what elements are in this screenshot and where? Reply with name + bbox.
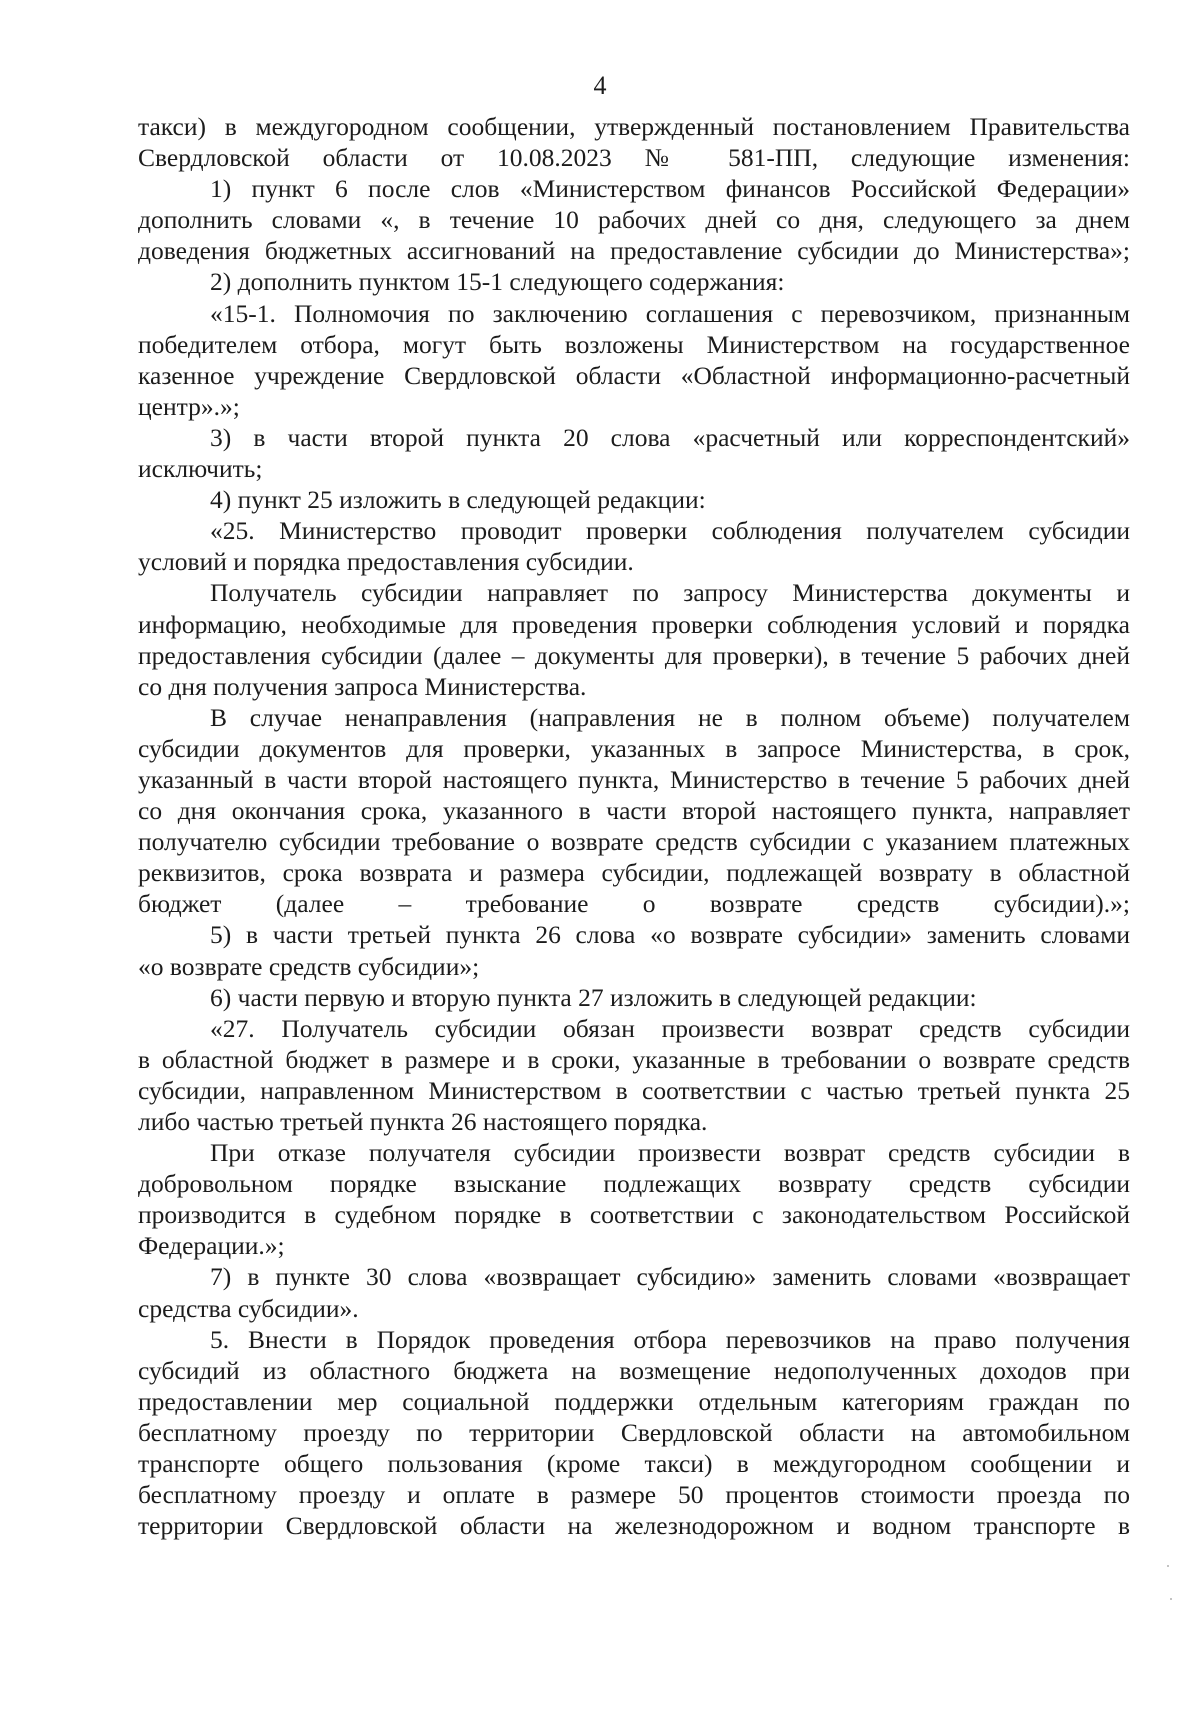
text-line: исключить; <box>138 454 263 484</box>
text-line: информацию, необходимые для проведения проверки соблюдения условий и порядка <box>138 609 1130 639</box>
text-line: транспорте общего пользования (кроме такси) в междугородном сообщении и <box>138 1449 1130 1479</box>
text-line: указанный в части второй настоящего пункта, Министерство в течение 5 рабочих дней <box>138 764 1130 794</box>
text-line: субсидии, направленном Министерством в соответствии с частью третьей пункта 25 <box>138 1075 1130 1105</box>
text-line: 2) дополнить пунктом 15-1 следующего содержания: <box>210 267 785 297</box>
text-line: «27. Получатель субсидии обязан произвести возврат средств субсидии <box>210 1013 1130 1043</box>
text-line: дополнить словами «, в течение 10 рабочих дней со дня, следующего за днем <box>138 205 1130 235</box>
text-line: бюджет (далее – требование о возврате средств субсидии).»; <box>138 889 1130 919</box>
page-number: 4 <box>593 71 607 100</box>
text-line: 6) части первую и вторую пункта 27 изложить в следующей редакции: <box>210 982 977 1012</box>
text-line: 5) в части третьей пункта 26 слова «о возврате субсидии» заменить словами <box>210 920 1130 950</box>
text-line: со дня получения запроса Министерства. <box>138 671 587 701</box>
text-line: бесплатному проезду и оплате в размере 50 процентов стоимости проезда по <box>138 1480 1130 1510</box>
text-line: субсидий из областного бюджета на возмещение недополученных доходов при <box>138 1355 1130 1385</box>
document-body <box>138 111 1130 1541</box>
text-line: 5. Внести в Порядок проведения отбора перевозчиков на право получения <box>210 1324 1130 1354</box>
text-line: условий и порядка предоставления субсидии. <box>138 547 634 577</box>
text-line: Свердловской области от 10.08.2023 № 581-ПП, следующие изменения: <box>138 143 1130 173</box>
text-line: В случае ненаправления (направления не в полном объеме) получателем <box>210 702 1130 732</box>
text-line: территории Свердловской области на железнодорожном и водном транспорте в <box>138 1511 1130 1541</box>
text-line: предоставления субсидии (далее – документы для проверки), в течение 5 рабочих дней <box>138 640 1130 670</box>
text-line: центр».»; <box>138 391 240 421</box>
text-line: 1) пункт 6 после слов «Министерством финансов Российской Федерации» <box>210 174 1130 204</box>
text-line: предоставлении мер социальной поддержки отдельным категориям граждан по <box>138 1386 1130 1416</box>
text-line: добровольном порядке взыскание подлежащих возврату средств субсидии <box>138 1169 1130 1199</box>
text-line: Федерации.»; <box>138 1231 285 1261</box>
text-line: бесплатному проезду по территории Свердловской области на автомобильном <box>138 1417 1130 1447</box>
text-line: 3) в части второй пункта 20 слова «расчетный или корреспондентский» <box>210 422 1130 452</box>
text-line: казенное учреждение Свердловской области «Областной информационно-расчетный <box>138 360 1130 390</box>
scan-speck <box>1170 1598 1172 1600</box>
text-line: либо частью третьей пункта 26 настоящего порядка. <box>138 1107 708 1136</box>
text-line: «15-1. Полномочия по заключению соглашения с перевозчиком, признанным <box>210 298 1130 328</box>
text-line: Получатель субсидии направляет по запросу Министерства документы и <box>210 578 1130 608</box>
text-line: получателю субсидии требование о возврате средств субсидии с указанием платежных <box>138 827 1130 857</box>
scan-speck <box>1167 1565 1169 1567</box>
text-line: реквизитов, срока возврата и размера субсидии, подлежащей возврату в областной <box>138 858 1130 888</box>
text-line: производится в судебном порядке в соответствии с законодательством Российской <box>138 1200 1130 1230</box>
text-line: со дня окончания срока, указанного в части второй настоящего пункта, направляет <box>138 796 1130 826</box>
text-line: такси) в междугородном сообщении, утвержденный постановлением Правительства <box>138 112 1130 141</box>
text-line: субсидии документов для проверки, указанных в запросе Министерства, в срок, <box>138 733 1130 763</box>
text-line: 4) пункт 25 изложить в следующей редакции: <box>210 485 706 515</box>
text-line: 7) в пункте 30 слова «возвращает субсидию» заменить словами «возвращает <box>210 1262 1130 1292</box>
text-line: «25. Министерство проводит проверки соблюдения получателем субсидии <box>210 516 1130 546</box>
text-line: средства субсидии». <box>138 1293 359 1323</box>
text-line: в областной бюджет в размере и в сроки, указанные в требовании о возврате средств <box>138 1044 1130 1074</box>
text-line: доведения бюджетных ассигнований на предоставление субсидии до Министерства»; <box>138 236 1130 266</box>
text-line: «о возврате средств субсидии»; <box>138 951 480 981</box>
text-line: При отказе получателя субсидии произвести возврат средств субсидии в <box>210 1138 1130 1168</box>
text-line: победителем отбора, могут быть возложены Министерством на государственное <box>138 329 1130 359</box>
